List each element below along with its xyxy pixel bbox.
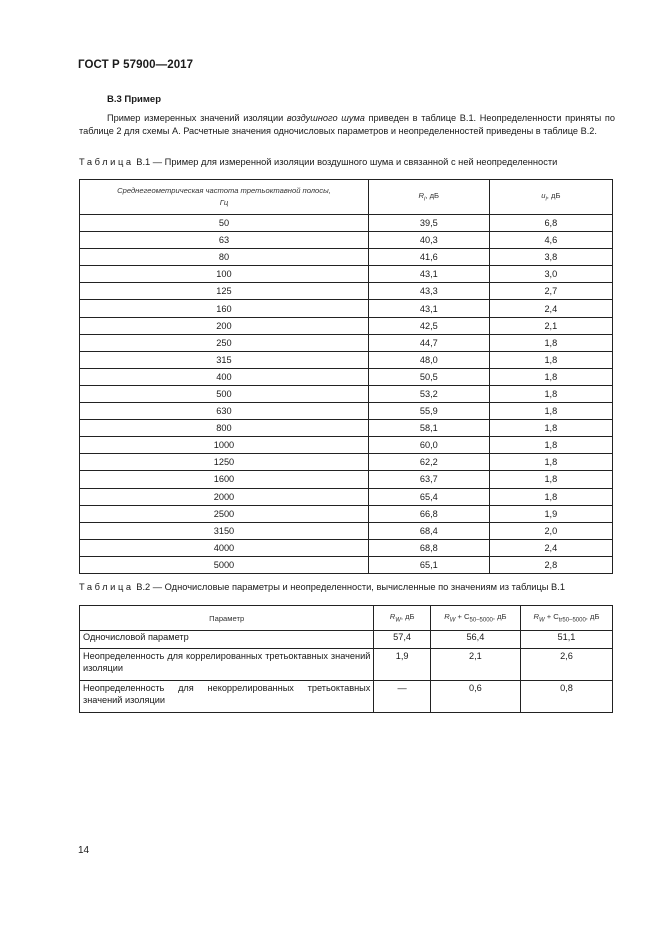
cell-frequency: 400	[80, 368, 369, 385]
cell-ri: 65,4	[368, 488, 489, 505]
cell-frequency: 315	[80, 351, 369, 368]
cell-rw: 57,4	[374, 631, 431, 649]
cell-frequency: 80	[80, 249, 369, 266]
table-row	[80, 249, 613, 266]
table-row	[80, 266, 613, 283]
cell-ri: 65,1	[368, 556, 489, 573]
cell-ui: 4,6	[489, 232, 612, 249]
cell-ui: 1,8	[489, 351, 612, 368]
table-b1-caption	[79, 157, 557, 167]
row-label: Одночисловой параметр	[80, 631, 374, 649]
cell-ri: 40,3	[368, 232, 489, 249]
header-rw-ctr: $R_W + C_{tr50-5000}$, дБ	[520, 606, 612, 631]
cell-frequency: 500	[80, 385, 369, 402]
cell-ri: 43,1	[368, 266, 489, 283]
cell-ui: 3,8	[489, 249, 612, 266]
table-b2	[79, 605, 613, 713]
cell-ui: 1,8	[489, 437, 612, 454]
cell-ui: 2,4	[489, 300, 612, 317]
cell-ri: 39,5	[368, 215, 489, 232]
cell-ui: 2,7	[489, 283, 612, 300]
cell-frequency: 100	[80, 266, 369, 283]
cell-ri: 66,8	[368, 505, 489, 522]
paragraph-text-1: Пример измеренных значений изоляции	[107, 113, 287, 123]
table-row	[80, 556, 613, 573]
header-frequency: Среднегеометрическая частота третьоктавной полосы, Гц	[80, 180, 369, 215]
cell-ri: 41,6	[368, 249, 489, 266]
table-b2-caption	[79, 582, 565, 592]
table-row	[80, 649, 613, 681]
table-row	[80, 317, 613, 334]
cell-rw: —	[374, 681, 431, 713]
cell-rw-ctr: 0,8	[520, 681, 612, 713]
cell-ui: 2,0	[489, 522, 612, 539]
cell-frequency: 50	[80, 215, 369, 232]
table-row	[80, 403, 613, 420]
cell-frequency: 3150	[80, 522, 369, 539]
cell-ui: 1,8	[489, 403, 612, 420]
cell-frequency: 4000	[80, 539, 369, 556]
cell-ri: 68,8	[368, 539, 489, 556]
cell-ui: 1,8	[489, 385, 612, 402]
cell-frequency: 200	[80, 317, 369, 334]
row-label: Неопределенность для некоррелированных третьоктавных значений изоляции	[80, 681, 374, 713]
cell-ri: 43,1	[368, 300, 489, 317]
cell-ri: 55,9	[368, 403, 489, 420]
table-row	[80, 488, 613, 505]
cell-ri: 68,4	[368, 522, 489, 539]
cell-frequency: 160	[80, 300, 369, 317]
document-header: ГОСТ Р 57900—2017	[78, 59, 194, 71]
table-row	[80, 351, 613, 368]
cell-rw-c: 56,4	[430, 631, 520, 649]
cell-ri: 50,5	[368, 368, 489, 385]
row-label: Неопределенность для коррелированных третьоктавных значений изоляции	[80, 649, 374, 681]
table-row	[80, 232, 613, 249]
page-number: 14	[78, 845, 90, 856]
cell-ui: 1,8	[489, 368, 612, 385]
table-row	[80, 539, 613, 556]
caption-prefix: Таблица	[79, 157, 134, 167]
section-paragraph	[79, 112, 615, 138]
table-b1	[79, 179, 613, 574]
section-title: В.3 Пример	[107, 94, 162, 105]
cell-rw: 1,9	[374, 649, 431, 681]
header-rw: $R_W$, дБ	[374, 606, 431, 631]
header-ui: $u_i$, дБ	[489, 180, 612, 215]
table-row	[80, 505, 613, 522]
cell-frequency: 2500	[80, 505, 369, 522]
table-row	[80, 385, 613, 402]
table-row	[80, 471, 613, 488]
paragraph-italic-term: воздушного шума	[286, 113, 365, 123]
cell-ri: 48,0	[368, 351, 489, 368]
table-row	[80, 283, 613, 300]
cell-rw-c: 0,6	[430, 681, 520, 713]
cell-frequency: 125	[80, 283, 369, 300]
table-header-row	[80, 606, 613, 631]
cell-ui: 1,9	[489, 505, 612, 522]
table-row	[80, 334, 613, 351]
header-ri: $R_i$, дБ	[368, 180, 489, 215]
header-rw-c: $R_W + C_{50-5000}$, дБ	[430, 606, 520, 631]
paragraph-text-2: приведен в таблице В.1. Неопределенности приняты по таблице 2 для схемы А. Расчетные значения одночисловых параметров и неопределенностей приведены в таблице В.2.	[79, 113, 615, 136]
cell-frequency: 1600	[80, 471, 369, 488]
cell-frequency: 630	[80, 403, 369, 420]
cell-ri: 58,1	[368, 420, 489, 437]
cell-ui: 2,4	[489, 539, 612, 556]
cell-frequency: 63	[80, 232, 369, 249]
cell-ui: 1,8	[489, 334, 612, 351]
cell-ri: 62,2	[368, 454, 489, 471]
cell-rw-ctr: 51,1	[520, 631, 612, 649]
caption-prefix: Таблица	[79, 582, 134, 592]
table-row	[80, 454, 613, 471]
cell-frequency: 5000	[80, 556, 369, 573]
cell-frequency: 800	[80, 420, 369, 437]
cell-ui: 1,8	[489, 488, 612, 505]
cell-ui: 3,0	[489, 266, 612, 283]
caption-text: В.2 — Одночисловые параметры и неопределенности, вычисленные по значениям из таблицы В.1	[133, 582, 566, 592]
table-row	[80, 631, 613, 649]
cell-ui: 1,8	[489, 454, 612, 471]
table-header-row	[80, 180, 613, 215]
table-row	[80, 437, 613, 454]
cell-ui: 1,8	[489, 471, 612, 488]
table-row	[80, 368, 613, 385]
cell-ri: 60,0	[368, 437, 489, 454]
caption-text: В.1 — Пример для измеренной изоляции воздушного шума и связанной с ней неопределенности	[133, 157, 558, 167]
header-parameter: Параметр	[80, 606, 374, 631]
cell-frequency: 1250	[80, 454, 369, 471]
table-row	[80, 681, 613, 713]
cell-ri: 53,2	[368, 385, 489, 402]
table-row	[80, 215, 613, 232]
table-row	[80, 522, 613, 539]
cell-ui: 2,1	[489, 317, 612, 334]
cell-ri: 42,5	[368, 317, 489, 334]
cell-frequency: 1000	[80, 437, 369, 454]
cell-ri: 43,3	[368, 283, 489, 300]
table-row	[80, 420, 613, 437]
cell-ui: 2,8	[489, 556, 612, 573]
cell-ui: 1,8	[489, 420, 612, 437]
cell-ui: 6,8	[489, 215, 612, 232]
table-row	[80, 300, 613, 317]
cell-frequency: 2000	[80, 488, 369, 505]
cell-ri: 44,7	[368, 334, 489, 351]
cell-frequency: 250	[80, 334, 369, 351]
cell-rw-ctr: 2,6	[520, 649, 612, 681]
cell-rw-c: 2,1	[430, 649, 520, 681]
cell-ri: 63,7	[368, 471, 489, 488]
